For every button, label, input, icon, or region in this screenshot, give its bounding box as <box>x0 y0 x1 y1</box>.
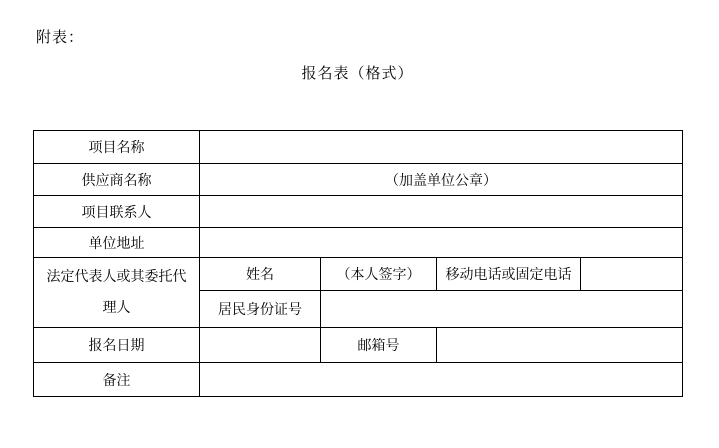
registration-date-label: 报名日期 <box>34 328 200 363</box>
appendix-label: 附表： <box>36 28 85 46</box>
project-name-field[interactable] <box>200 131 683 164</box>
supplier-name-label: 供应商名称 <box>34 164 200 196</box>
legal-rep-signature-field[interactable]: （本人签字） <box>321 258 437 291</box>
company-address-label: 单位地址 <box>34 228 200 258</box>
row-project-name <box>34 131 683 164</box>
company-address-field[interactable] <box>200 228 683 258</box>
legal-rep-phone-label: 移动电话或固定电话 <box>437 258 581 291</box>
project-name-label: 项目名称 <box>34 131 200 164</box>
form-title: 报名表（格式） <box>301 64 414 82</box>
remarks-label: 备注 <box>34 363 200 397</box>
legal-rep-id-label: 居民身份证号 <box>200 291 321 328</box>
email-field[interactable] <box>437 328 683 363</box>
remarks-field[interactable] <box>200 363 683 397</box>
legal-rep-label-line2: 理人 <box>102 299 131 316</box>
registration-date-field[interactable] <box>200 328 321 363</box>
email-label: 邮箱号 <box>321 328 437 363</box>
supplier-name-field[interactable]: （加盖单位公章） <box>200 164 683 196</box>
row-registration-date <box>34 328 683 363</box>
legal-rep-phone-field[interactable] <box>581 258 683 291</box>
row-project-contact <box>34 196 683 228</box>
legal-rep-name-label: 姓名 <box>200 258 321 291</box>
row-supplier-name <box>34 164 683 196</box>
project-contact-label: 项目联系人 <box>34 196 200 228</box>
row-remarks <box>34 363 683 397</box>
project-contact-field[interactable] <box>200 196 683 228</box>
registration-form-table <box>33 130 683 397</box>
row-legal-rep-name <box>34 258 683 291</box>
row-company-address <box>34 228 683 258</box>
legal-rep-label <box>34 258 200 328</box>
legal-rep-id-field[interactable] <box>321 291 683 328</box>
legal-rep-label-line1: 法定代表人或其委托代 <box>46 268 187 285</box>
